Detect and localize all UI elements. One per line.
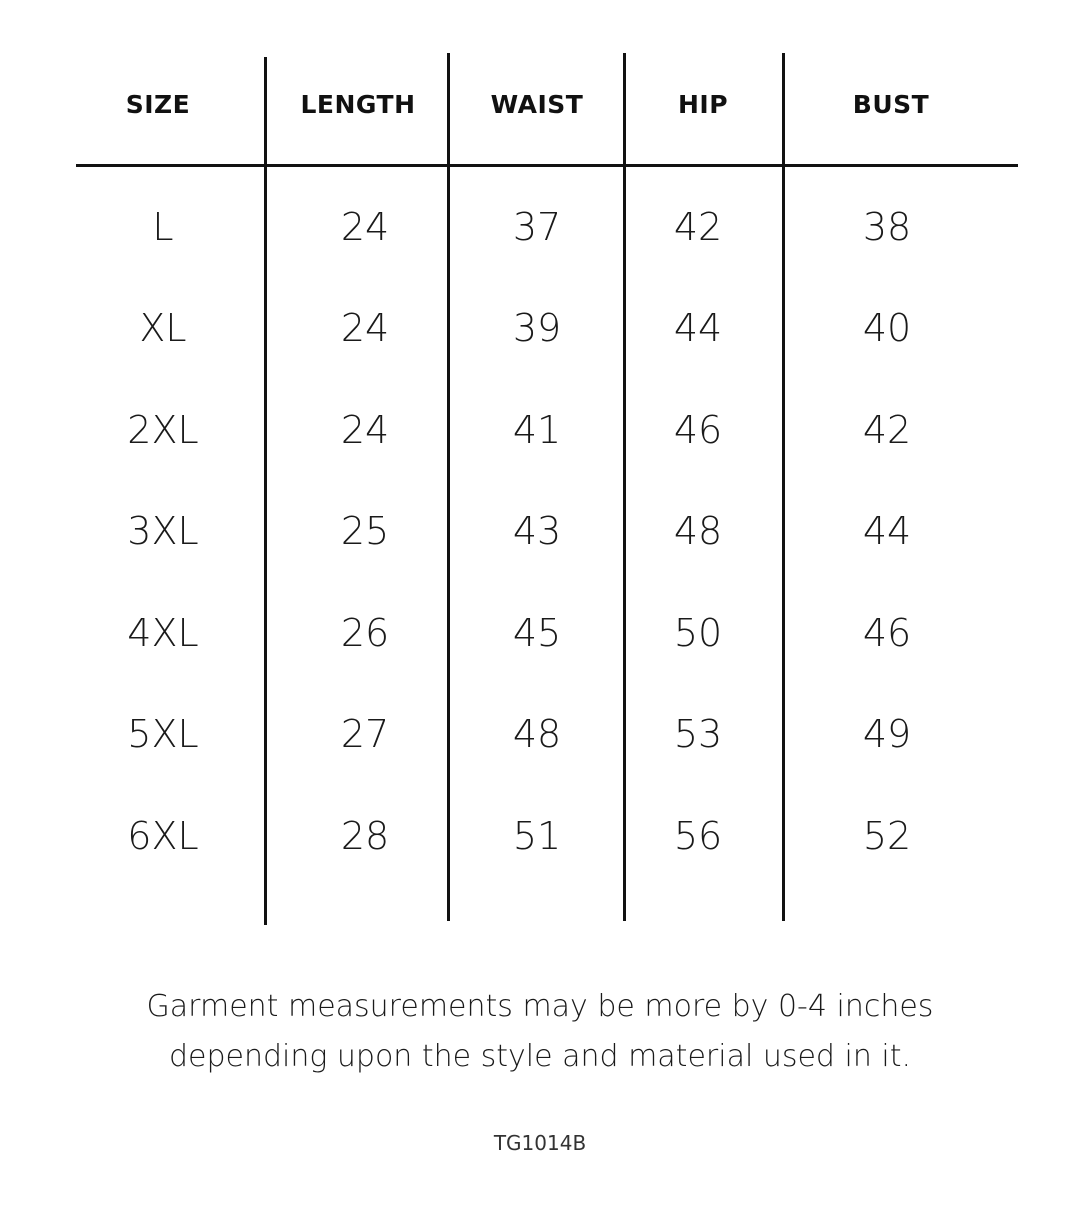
cell-hip: 50 xyxy=(673,611,723,655)
column-divider-1 xyxy=(264,57,267,925)
cell-waist: 48 xyxy=(512,712,562,756)
cell-waist: 41 xyxy=(512,408,562,452)
cell-waist: 39 xyxy=(512,306,562,350)
cell-bust: 40 xyxy=(862,306,912,350)
cell-size: 5XL xyxy=(127,712,199,756)
cell-length: 26 xyxy=(340,611,390,655)
cell-size: 3XL xyxy=(127,509,199,553)
header-divider xyxy=(76,164,1018,167)
column-divider-3 xyxy=(623,53,626,921)
cell-waist: 51 xyxy=(512,814,562,858)
cell-hip: 48 xyxy=(673,509,723,553)
cell-size: 4XL xyxy=(127,611,199,655)
cell-hip: 56 xyxy=(673,814,723,858)
cell-size: 2XL xyxy=(127,408,199,452)
cell-length: 24 xyxy=(340,306,390,350)
cell-bust: 52 xyxy=(862,814,912,858)
cell-bust: 42 xyxy=(862,408,912,452)
cell-bust: 46 xyxy=(862,611,912,655)
cell-length: 27 xyxy=(340,712,390,756)
cell-waist: 37 xyxy=(512,205,562,249)
product-code: TG1014B xyxy=(493,1131,587,1155)
cell-bust: 44 xyxy=(862,509,912,553)
header-length: LENGTH xyxy=(300,90,416,119)
column-divider-4 xyxy=(782,53,785,921)
header-hip: HIP xyxy=(677,90,729,119)
cell-bust: 49 xyxy=(862,712,912,756)
cell-hip: 44 xyxy=(673,306,723,350)
cell-hip: 46 xyxy=(673,408,723,452)
footnote-line-1: Garment measurements may be more by 0-4 inches xyxy=(146,989,934,1024)
cell-length: 24 xyxy=(340,408,390,452)
cell-size: L xyxy=(152,205,174,249)
cell-hip: 53 xyxy=(673,712,723,756)
cell-waist: 45 xyxy=(512,611,562,655)
cell-hip: 42 xyxy=(673,205,723,249)
header-size: SIZE xyxy=(125,90,191,119)
cell-size: XL xyxy=(139,306,187,350)
cell-waist: 43 xyxy=(512,509,562,553)
header-waist: WAIST xyxy=(490,90,584,119)
cell-length: 24 xyxy=(340,205,390,249)
cell-length: 28 xyxy=(340,814,390,858)
cell-bust: 38 xyxy=(862,205,912,249)
column-divider-2 xyxy=(447,53,450,921)
footnote-line-2: depending upon the style and material used in it. xyxy=(168,1039,912,1074)
cell-size: 6XL xyxy=(127,814,199,858)
header-bust: BUST xyxy=(852,90,930,119)
cell-length: 25 xyxy=(340,509,390,553)
